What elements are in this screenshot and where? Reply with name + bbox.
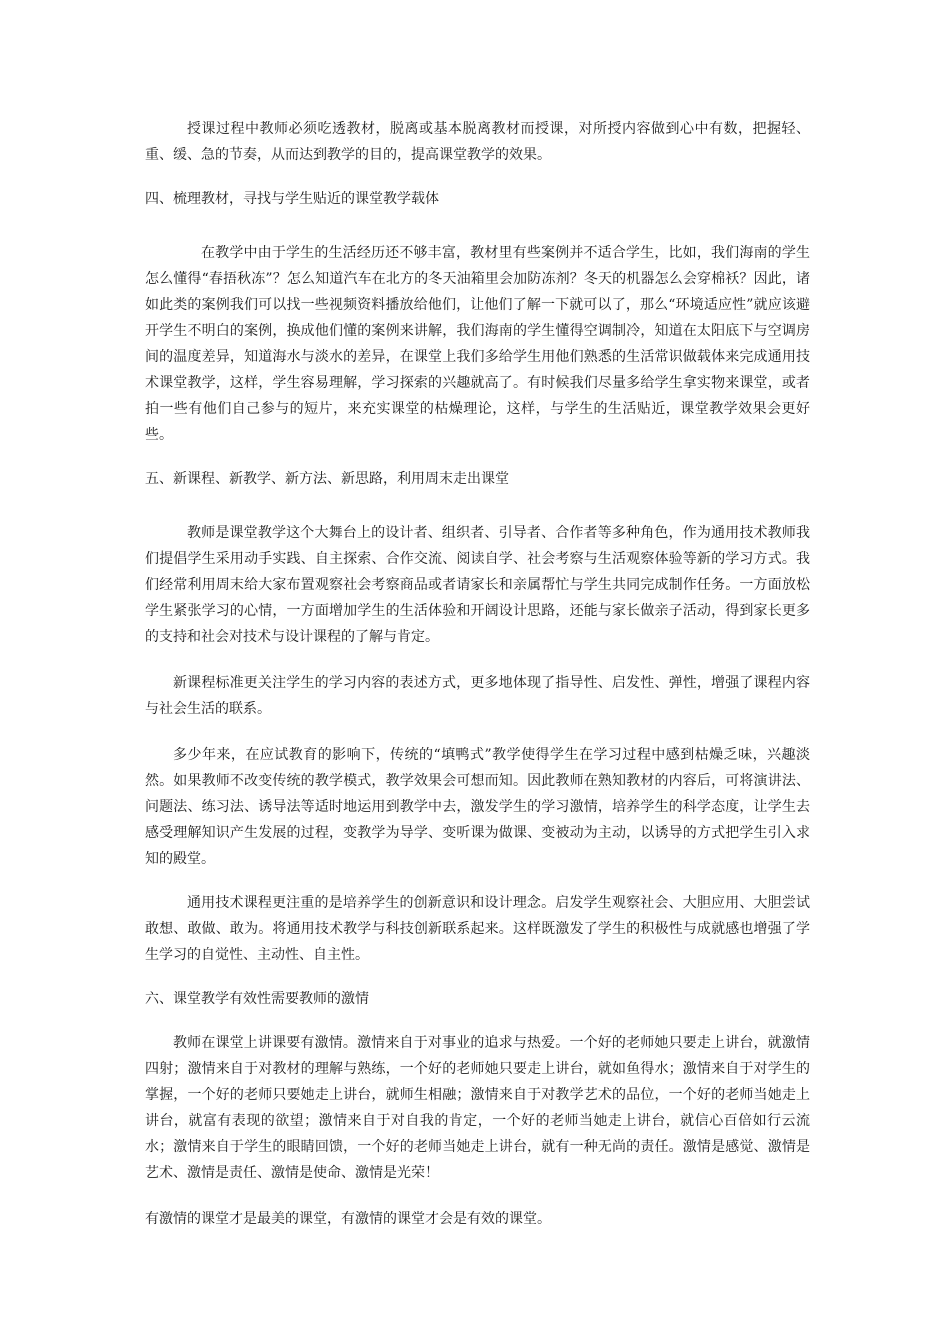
paragraph: 有激情的课堂才是最美的课堂，有激情的课堂才会是有效的课堂。: [145, 1211, 551, 1227]
section-heading: 四、梳理教材，寻找与学生贴近的课堂教学载体: [145, 191, 439, 207]
section-heading: 五、新课程、新教学、新方法、新思路，利用周末走出课堂: [145, 471, 509, 487]
paragraph: 通用技术课程更注重的是培养学生的创新意识和设计理念。启发学生观察社会、大胆应用、大胆尝试敢想、敢做、敢为。将通用技术教学与科技创新联系起来。这样既激发了学生的积极性与成就感也增强了学生学习的自觉性、主动性、自主性。: [145, 895, 810, 963]
document-page: [145, 116, 810, 1232]
paragraph: 新课程标准更关注学生的学习内容的表述方式，更多地体现了指导性、启发性、弹性，增强了课程内容与社会生活的联系。: [145, 675, 810, 717]
paragraph: 多少年来，在应试教育的影响下，传统的“填鸭式”教学使得学生在学习过程中感到枯燥乏味，兴趣淡然。如果教师不改变传统的教学模式，教学效果会可想而知。因此教师在熟知教材的内容后，可将演讲法、问题法、练习法、诱导法等适时地运用到教学中去，激发学生的学习激情，培养学生的科学态度，让学生去感受理解知识产生发展的过程，变教学为导学、变听课为做课、变被动为主动，以诱导的方式把学生引入求知的殿堂。: [145, 747, 810, 867]
paragraph: 在教学中由于学生的生活经历还不够丰富，教材里有些案例并不适合学生，比如，我们海南的学生怎么懂得“春捂秋冻”？怎么知道汽车在北方的冬天油箱里会加防冻剂？冬天的机器怎么会穿棉袄？因此，诸如此类的案例我们可以找一些视频资料播放给他们，让他们了解一下就可以了，那么“环境适应性”就应该避开学生不明白的案例，换成他们懂的案例来讲解，我们海南的学生懂得空调制冷，知道在太阳底下与空调房间的温度差异，知道海水与淡水的差异，在课堂上我们多给学生用他们熟悉的生活常识做载体来完成通用技术课堂教学，这样，学生容易理解，学习探索的兴趣就高了。有时候我们尽量多给学生拿实物来课堂，或者拍一些有他们自己参与的短片，来充实课堂的枯燥理论，这样，与学生的生活贴近，课堂教学效果会更好些。: [145, 245, 810, 443]
paragraph: 教师是课堂教学这个大舞台上的设计者、组织者、引导者、合作者等多种角色，作为通用技术教师我们提倡学生采用动手实践、自主探索、合作交流、阅读自学、社会考察与生活观察体验等新的学习方式。我们经常利用周末给大家布置观察社会考察商品或者请家长和亲属帮忙与学生共同完成制作任务。一方面放松学生紧张学习的心情，一方面增加学生的生活体验和开阔设计思路，还能与家长做亲子活动，得到家长更多的支持和社会对技术与设计课程的了解与肯定。: [145, 525, 810, 645]
paragraph: 教师在课堂上讲课要有激情。激情来自于对事业的追求与热爱。一个好的老师她只要走上讲台，就激情四射；激情来自于对教材的理解与熟练，一个好的老师她只要走上讲台，就如鱼得水；激情来自于对学生的掌握，一个好的老师只要她走上讲台，就师生相融；激情来自于对教学艺术的品位，一个好的老师当她走上讲台，就富有表现的欲望；激情来自于对自我的肯定，一个好的老师当她走上讲台，就信心百倍如行云流水；激情来自于学生的眼睛回馈，一个好的老师当她走上讲台，就有一种无尚的责任。激情是感觉、激情是艺术、激情是责任、激情是使命、激情是光荣！: [145, 1035, 810, 1181]
paragraph: 授课过程中教师必须吃透教材，脱离或基本脱离教材而授课，对所授内容做到心中有数，把握轻、重、缓、急的节奏，从而达到教学的目的，提高课堂教学的效果。: [145, 121, 810, 163]
section-heading: 六、课堂教学有效性需要教师的激情: [145, 991, 369, 1007]
